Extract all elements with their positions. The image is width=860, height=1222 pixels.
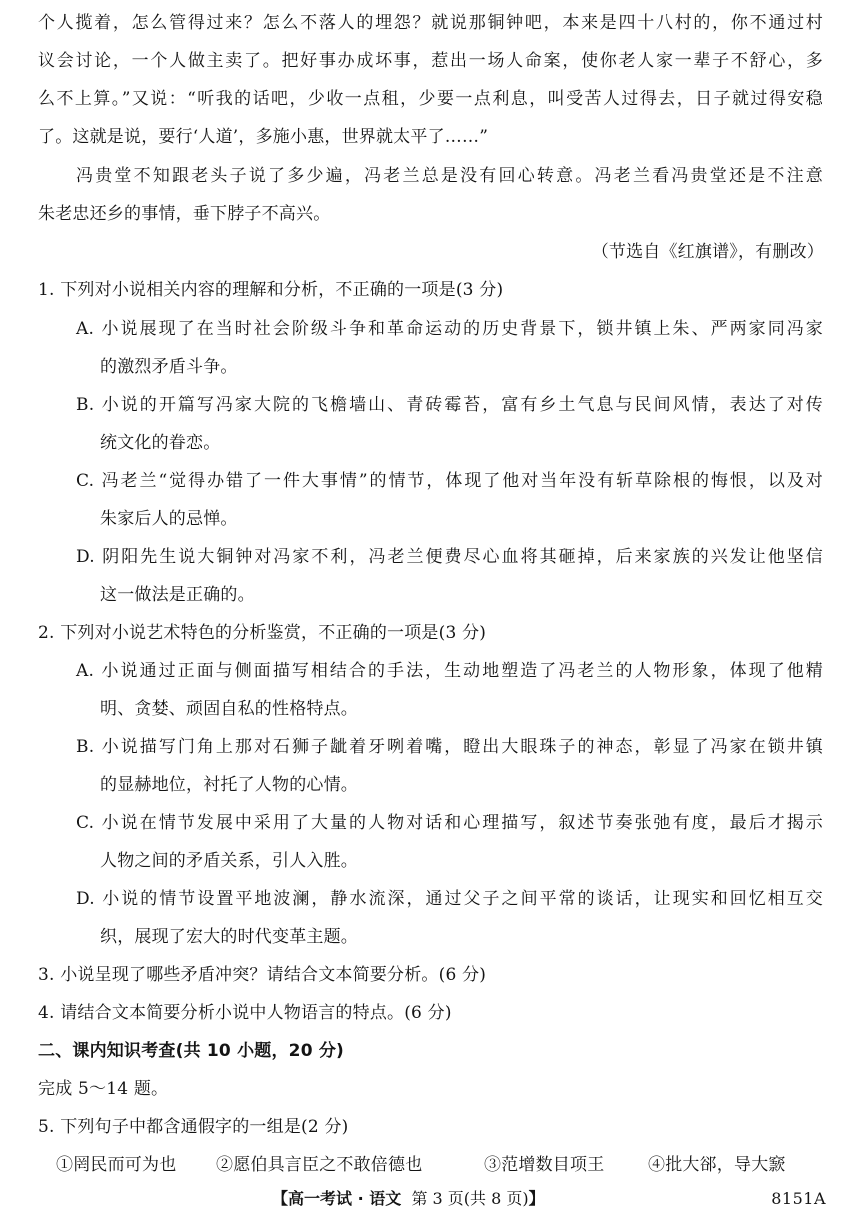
passage-source: （节选自《红旗谱》，有删改） bbox=[591, 242, 824, 262]
question-5-stem: 5. 下列句子中都含通假字的一组是(2 分) bbox=[38, 1117, 349, 1137]
q2-option-c: C. 小说在情节发展中采用了大量的人物对话和心理描写，叙述节奏张弛有度，最后才揭示 bbox=[76, 813, 823, 833]
q1-option-b-cont: 统文化的眷恋。 bbox=[100, 433, 221, 453]
q2-option-a-cont: 明、贪婪、顽固自私的性格特点。 bbox=[100, 699, 358, 719]
passage-line: 么不上算。”又说：“听我的话吧，少收一点租，少要一点利息，叫受苦人过得去，日子就过得安稳 bbox=[38, 89, 823, 109]
footer-close-bracket: 】 bbox=[528, 1189, 545, 1208]
question-2-stem: 2. 下列对小说艺术特色的分析鉴赏，不正确的一项是(3 分) bbox=[38, 623, 487, 643]
q5-option-3: ③范增数目项王 bbox=[484, 1155, 605, 1175]
q2-option-b: B. 小说描写门角上那对石狮子龇着牙咧着嘴，瞪出大眼珠子的神态，彰显了冯家在锁井镇 bbox=[76, 737, 823, 757]
question-4: 4. 请结合文本简要分析小说中人物语言的特点。(6 分) bbox=[38, 1003, 452, 1023]
q1-option-a: A. 小说展现了在当时社会阶级斗争和革命运动的历史背景下，锁井镇上朱、严两家同冯家 bbox=[76, 319, 823, 339]
footer-exam-name: 高一考试 bbox=[288, 1189, 353, 1208]
q5-option-2: ②愿伯具言臣之不敢倍德也 bbox=[216, 1155, 423, 1175]
q1-option-a-cont: 的激烈矛盾斗争。 bbox=[100, 357, 238, 377]
passage-line: 议会讨论，一个人做主卖了。把好事办成坏事，惹出一场人命案，使你老人家一辈子不舒心，多 bbox=[38, 51, 823, 71]
q1-option-d: D. 阴阳先生说大铜钟对冯家不利，冯老兰便费尽心血将其砸掉，后来家族的兴发让他坚信 bbox=[76, 547, 823, 567]
footer-page-info: 第 3 页(共 8 页) bbox=[411, 1189, 529, 1208]
passage-line: 冯贵堂不知跟老头子说了多少遍，冯老兰总是没有回心转意。冯老兰看冯贵堂还是不注意 bbox=[76, 166, 823, 186]
footer-open-bracket: 【 bbox=[272, 1189, 289, 1208]
q2-option-d-cont: 织，展现了宏大的时代变革主题。 bbox=[100, 927, 358, 947]
question-3: 3. 小说呈现了哪些矛盾冲突？请结合文本简要分析。(6 分) bbox=[38, 965, 487, 985]
q2-option-b-cont: 的显赫地位，衬托了人物的心情。 bbox=[100, 775, 358, 795]
q1-option-b: B. 小说的开篇写冯家大院的飞檐墙山、青砖霉苔，富有乡土气息与民间风情，表达了对传 bbox=[76, 395, 823, 415]
footer-dot: · bbox=[352, 1189, 370, 1208]
footer-title bbox=[272, 1187, 545, 1211]
q5-option-4: ④批大郤，导大窾 bbox=[648, 1155, 786, 1175]
passage-line: 朱老忠还乡的事情，垂下脖子不高兴。 bbox=[38, 204, 331, 224]
footer-code: 8151A bbox=[771, 1189, 826, 1208]
footer-subject: 语文 bbox=[369, 1189, 402, 1208]
passage-line: 了。这就是说，要行‘人道’，多施小惠，世界就太平了……” bbox=[38, 127, 489, 147]
q1-option-c: C. 冯老兰“觉得办错了一件大事情”的情节，体现了他对当年没有斩草除根的悔恨，以及对 bbox=[76, 471, 823, 491]
q1-option-c-cont: 朱家后人的忌惮。 bbox=[100, 509, 238, 529]
section-2-heading: 二、课内知识考查(共 10 小题，20 分) bbox=[38, 1041, 345, 1061]
q2-option-d: D. 小说的情节设置平地波澜，静水流深，通过父子之间平常的谈话，让现实和回忆相互交 bbox=[76, 889, 823, 909]
q5-option-1: ①罔民而可为也 bbox=[56, 1155, 177, 1175]
passage-line: 个人揽着，怎么管得过来？怎么不落人的埋怨？就说那铜钟吧，本来是四十八村的，你不通过村 bbox=[38, 13, 823, 33]
question-1-stem: 1. 下列对小说相关内容的理解和分析，不正确的一项是(3 分) bbox=[38, 280, 504, 300]
section-2-intro: 完成 5～14 题。 bbox=[38, 1079, 169, 1099]
page-footer bbox=[0, 1187, 860, 1213]
q1-option-d-cont: 这一做法是正确的。 bbox=[100, 585, 255, 605]
q2-option-a: A. 小说通过正面与侧面描写相结合的手法，生动地塑造了冯老兰的人物形象，体现了他精 bbox=[76, 661, 823, 681]
q2-option-c-cont: 人物之间的矛盾关系，引人入胜。 bbox=[100, 851, 358, 871]
